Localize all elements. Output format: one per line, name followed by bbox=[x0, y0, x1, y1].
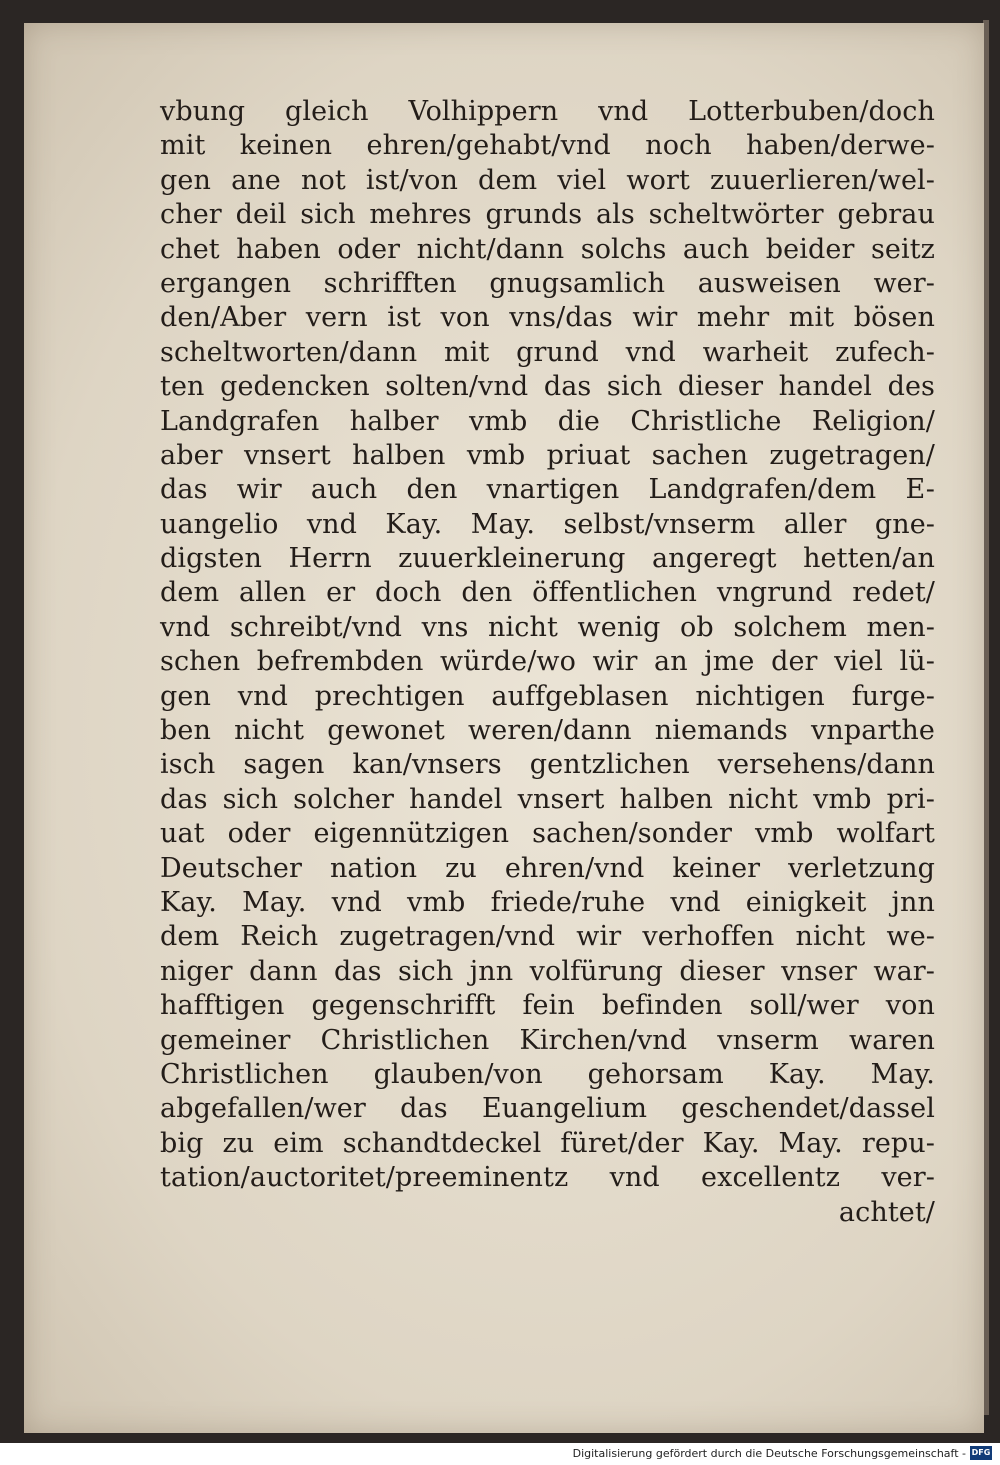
catchword: achtet/ bbox=[838, 1196, 935, 1228]
text-line: Landgrafen halber vmb die Christliche Religion/ bbox=[160, 405, 935, 437]
text-line: das sich solcher handel vnsert halben nicht vmb pri- bbox=[160, 783, 935, 815]
text-line: scheltworten/dann mit grund vnd warheit zufech- bbox=[160, 336, 935, 368]
text-line: vbung gleich Volhippern vnd Lotterbuben/doch bbox=[160, 96, 935, 127]
text-line: dem allen er doch den öffentlichen vngrund redet/ bbox=[160, 577, 935, 609]
text-line: vnd schreibt/vnd vns nicht wenig ob solchem men- bbox=[160, 611, 935, 643]
text-line: digsten Herrn zuuerkleinerung angeregt hetten/an bbox=[160, 543, 935, 575]
page-text bbox=[160, 95, 935, 1230]
text-line: mit keinen ehren/gehabt/vnd noch haben/derwe- bbox=[160, 130, 935, 162]
text-line: uangelio vnd Kay. May. selbst/vnserm aller gne- bbox=[160, 508, 935, 540]
text-line: den/Aber vern ist von vns/das wir mehr mit bösen bbox=[160, 302, 935, 334]
text-line: Deutscher nation zu ehren/vnd keiner verletzung bbox=[160, 852, 935, 884]
text-line: gemeiner Christlichen Kirchen/vnd vnserm waren bbox=[160, 1024, 935, 1056]
text-line: aber vnsert halben vmb priuat sachen zugetragen/ bbox=[160, 439, 935, 471]
text-line: isch sagen kan/vnsers gentzlichen versehens/dann bbox=[160, 749, 935, 781]
text-line: das wir auch den vnartigen Landgrafen/dem E- bbox=[160, 474, 935, 506]
text-line: tation/auctoritet/preeminentz vnd excellentz ver- bbox=[160, 1162, 935, 1194]
text-line: abgefallen/wer das Euangelium geschendet/dassel bbox=[160, 1093, 935, 1125]
text-line: cher deil sich mehres grunds als scheltwörter gebrau bbox=[160, 199, 935, 231]
text-line: chet haben oder nicht/dann solchs auch beider seitz bbox=[160, 233, 935, 265]
text-line: niger dann das sich jnn volfürung dieser vnser war- bbox=[160, 955, 935, 987]
funding-credit: Digitalisierung gefördert durch die Deutsche Forschungsgemeinschaft - bbox=[572, 1447, 966, 1460]
text-line: dem Reich zugetragen/vnd wir verhoffen nicht we- bbox=[160, 921, 935, 953]
dfg-logo: DFG bbox=[970, 1446, 992, 1460]
text-line: gen vnd prechtigen auffgeblasen nichtigen furge- bbox=[160, 680, 935, 712]
text-line: Kay. May. vnd vmb friede/ruhe vnd einigkeit jnn bbox=[160, 886, 935, 918]
text-line: ergangen schrifften gnugsamlich ausweisen wer- bbox=[160, 267, 935, 299]
footer-bar bbox=[0, 1443, 1000, 1465]
text-line: hafftigen gegenschrifft fein befinden soll/wer von bbox=[160, 990, 935, 1022]
text-line: gen ane not ist/von dem viel wort zuuerlieren/wel- bbox=[160, 164, 935, 196]
text-line: uat oder eigennützigen sachen/sonder vmb wolfart bbox=[160, 818, 935, 850]
text-line: ten gedencken solten/vnd das sich dieser handel des bbox=[160, 371, 935, 403]
text-line: ben nicht gewonet weren/dann niemands vnparthe bbox=[160, 715, 935, 747]
text-line: schen befrembden würde/wo wir an jme der viel lü- bbox=[160, 646, 935, 678]
text-line: Christlichen glauben/von gehorsam Kay. May. bbox=[160, 1058, 935, 1090]
text-line: big zu eim schandtdeckel füret/der Kay. May. repu- bbox=[160, 1127, 935, 1159]
